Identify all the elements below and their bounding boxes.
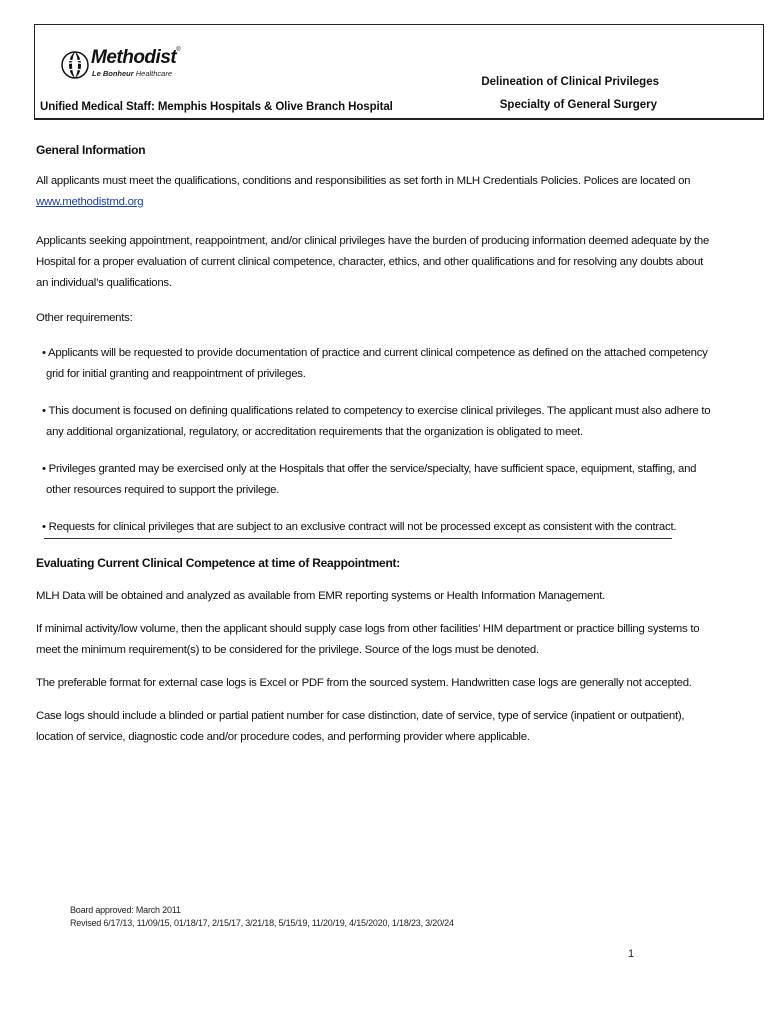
document-title: Delineation of Clinical Privileges: [481, 76, 659, 88]
document-header: [34, 24, 764, 120]
methodist-swirl-icon: [61, 45, 89, 85]
general-paragraph-2: Applicants seeking appointment, reappointment, and/or clinical privileges have the burden of producing information deemed adequate by the Hospital for a proper evaluation of current clinical competence, character, ethics, and other qualifications and for resolving any doubts about an individual’s qualifications.: [36, 235, 710, 289]
evaluating-paragraph-4: Case logs should include a blinded or partial patient number for case distinction, date of service, type of service (inpatient or outpatient), location of service, diagnostic code and/or procedure codes, and performing provider where applicable.: [36, 710, 685, 743]
board-approved-date: Board approved: March 2011: [70, 905, 181, 915]
medical-staff-title: Unified Medical Staff: Memphis Hospitals & Olive Branch Hospital: [40, 101, 393, 113]
requirement-bullet-4: • Requests for clinical privileges that are subject to an exclusive contract will not be processed except as consistent with the contract.: [42, 521, 677, 533]
general-paragraph-1-text: All applicants must meet the qualifications, conditions and responsibilities as set forth in MLH Credentials Policies. Polices are located on: [36, 175, 691, 187]
methodistmd-link[interactable]: www.methodistmd.org: [36, 196, 144, 208]
logo-wordmark: Methodist®: [91, 47, 181, 68]
general-paragraph-1: [36, 171, 712, 213]
logo-subtitle: Le Bonheur Healthcare: [92, 69, 173, 78]
evaluating-paragraph-1: MLH Data will be obtained and analyzed as available from EMR reporting systems or Health Information Management.: [36, 590, 606, 602]
general-information-heading: General Information: [36, 143, 146, 157]
revision-dates: Revised 6/17/13, 11/09/15, 01/18/17, 2/15/17, 3/21/18, 5/15/19, 11/20/19, 4/15/2020, 1/18/23, 3/20/24: [70, 918, 454, 928]
evaluating-competence-heading: Evaluating Current Clinical Competence at time of Reappointment:: [36, 556, 401, 570]
requirement-bullet-1: • Applicants will be requested to provide documentation of practice and current clinical competence as defined on the attached competency grid for initial granting and reappointment of privileges.: [42, 347, 708, 380]
requirement-bullet-2: • This document is focused on defining qualifications related to competency to exercise clinical privileges. The applicant must also adhere to any additional organizational, regulatory, or accreditation requirements that the organization is obligated to meet.: [42, 405, 711, 438]
page-number: 1: [628, 948, 635, 960]
other-requirements-label: Other requirements:: [36, 312, 133, 324]
document-specialty: Specialty of General Surgery: [499, 99, 657, 111]
methodist-logo: [61, 45, 201, 89]
document-body: [36, 140, 712, 748]
evaluating-paragraph-2: If minimal activity/low volume, then the applicant should supply case logs from other facilities’ HIM department or practice billing systems to meet the minimum requirement(s) to be considered for the privilege. Source of the logs must be denoted.: [36, 623, 700, 656]
evaluating-paragraph-3: The preferable format for external case logs is Excel or PDF from the sourced system. Handwritten case logs are generally not accepted.: [36, 677, 692, 689]
requirement-bullet-3: • Privileges granted may be exercised only at the Hospitals that offer the service/specialty, have sufficient space, equipment, staffing, and other resources required to support the privilege.: [42, 463, 697, 496]
revision-footer: [70, 904, 454, 930]
